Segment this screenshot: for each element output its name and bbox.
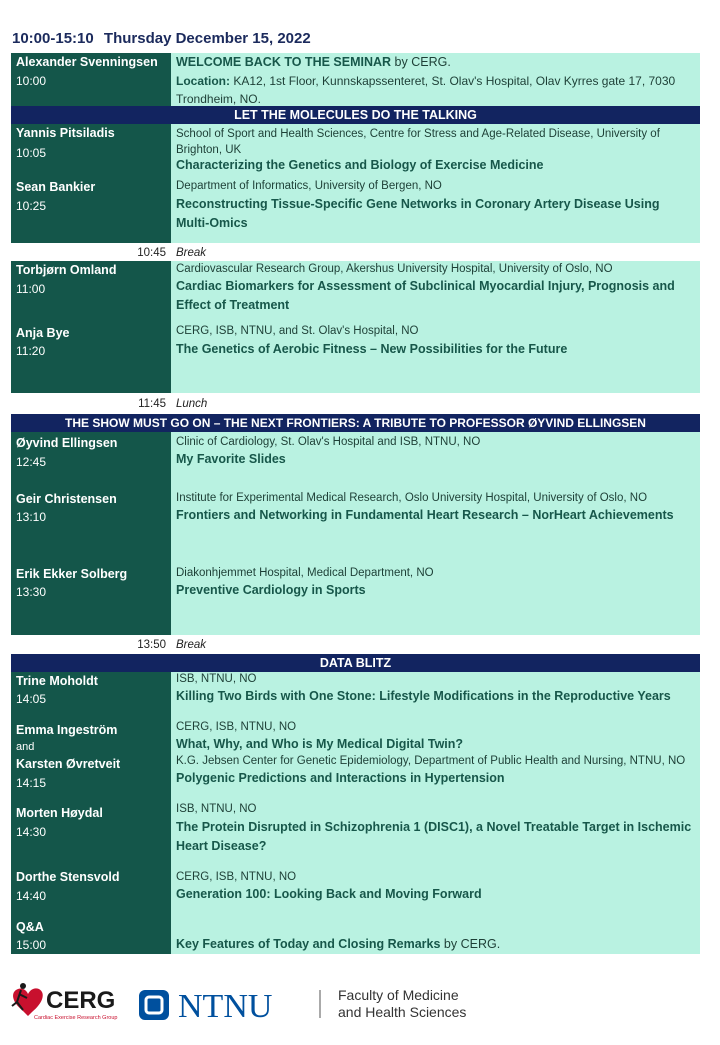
speaker-name: Dorthe Stensvold <box>16 870 120 884</box>
speaker-name: Erik Ekker Solberg <box>16 567 128 581</box>
talk-title: Characterizing the Genetics and Biology of Exercise Medicine <box>176 158 544 172</box>
ntnu-logo: NTNU <box>178 988 273 1025</box>
talk-time: 12:45 <box>16 455 47 469</box>
speaker-name: Yannis Pitsiladis <box>16 126 115 140</box>
talk-time: 14:15 <box>16 776 47 790</box>
location: Location: KA12, 1st Floor, Kunnskapssenteret, St. Olav's Hospital, Olav Kyrres gate 17, 7030 Trondheim, NO. <box>176 74 676 106</box>
affiliation: CERG, ISB, NTNU, NO <box>176 871 297 883</box>
break-time: 13:50 <box>137 639 166 651</box>
speaker-name: Q&A <box>16 920 44 934</box>
speaker-name: Torbjørn Omland <box>16 263 117 277</box>
section-heading: DATA BLITZ <box>11 654 700 672</box>
talk-time: 11:20 <box>16 344 46 358</box>
talk-title: Frontiers and Networking in Fundamental Heart Research – NorHeart Achievements <box>176 508 674 522</box>
ntnu-symbol-icon <box>139 990 169 1020</box>
affiliation: School of Sport and Health Sciences, Centre for Stress and Age-Related Disease, University of Brighton, UK <box>176 128 660 156</box>
talk-title: Key Features of Today and Closing Remarks by CERG. <box>176 937 501 951</box>
speaker-name: Geir Christensen <box>16 492 117 506</box>
talk-title: Generation 100: Looking Back and Moving Forward <box>176 887 482 901</box>
session-date: Thursday December 15, 2022 <box>103 30 311 47</box>
welcome-title: WELCOME BACK TO THE SEMINAR by CERG. <box>176 55 451 69</box>
cerg-logo: CERG <box>46 987 116 1014</box>
affiliation: Clinic of Cardiology, St. Olav's Hospital and ISB, NTNU, NO <box>176 436 481 448</box>
talk-time: 14:30 <box>16 825 47 839</box>
lunch-label: Lunch <box>176 398 208 410</box>
affiliation: K.G. Jebsen Center for Genetic Epidemiology, Department of Public Health and Nursing, NTNU, NO <box>176 755 686 767</box>
affiliation: Institute for Experimental Medical Research, Oslo University Hospital, University of Oslo, NO <box>176 492 648 504</box>
section-heading: THE SHOW MUST GO ON – THE NEXT FRONTIERS: A TRIBUTE TO PROFESSOR ØYVIND ELLINGSEN <box>11 414 700 432</box>
talk-title: Reconstructing Tissue-Specific Gene Networks in Coronary Artery Disease Using Multi-Omics <box>176 197 660 230</box>
break-time: 10:45 <box>137 247 166 259</box>
speaker-name: Trine Moholdt <box>16 674 98 688</box>
talk-title: Cardiac Biomarkers for Assessment of Subclinical Myocardial Injury, Prognosis and Effect of Treatment <box>176 279 675 312</box>
talk-title: The Genetics of Aerobic Fitness – New Possibilities for the Future <box>176 342 568 356</box>
session-time: 10:00-15:10 <box>12 30 94 47</box>
footer-logos <box>0 980 720 1040</box>
talk-time: 14:40 <box>16 889 47 903</box>
talk-title: What, Why, and Who is My Medical Digital Twin? <box>176 737 464 751</box>
break-label: Break <box>176 639 207 651</box>
speaker-name: Karsten Øvretveit <box>16 757 121 771</box>
talk-title: The Protein Disrupted in Schizophrenia 1 (DISC1), a Novel Treatable Target in Ischemic Heart Disease? <box>176 820 692 853</box>
and-label: and <box>16 741 35 753</box>
talk-title: Preventive Cardiology in Sports <box>176 583 366 597</box>
talk-title: Polygenic Predictions and Interactions in Hypertension <box>176 771 505 785</box>
section-heading: LET THE MOLECULES DO THE TALKING <box>11 106 700 124</box>
affiliation: ISB, NTNU, NO <box>176 803 257 815</box>
talk-time: 11:00 <box>16 282 46 296</box>
faculty-line2: and Health Sciences <box>338 1004 467 1020</box>
affiliation: CERG, ISB, NTNU, and St. Olav's Hospital, NO <box>176 325 419 337</box>
faculty-line1: Faculty of Medicine <box>338 987 459 1003</box>
talk-title: My Favorite Slides <box>176 452 286 466</box>
affiliation: Diakonhjemmet Hospital, Medical Department, NO <box>176 567 434 579</box>
talk-time: 10:05 <box>16 146 47 160</box>
break-label: Break <box>176 247 207 259</box>
talk-time: 13:10 <box>16 510 47 524</box>
talk-time: 10:00 <box>16 74 47 88</box>
cerg-tagline: Cardiac Exercise Research Group <box>34 1015 118 1021</box>
affiliation: CERG, ISB, NTNU, NO <box>176 721 297 733</box>
talk-time: 14:05 <box>16 692 47 706</box>
page-title <box>12 30 311 47</box>
affiliation: Department of Informatics, University of Bergen, NO <box>176 180 442 192</box>
footer <box>0 980 720 1040</box>
talk-time: 13:30 <box>16 585 47 599</box>
talk-time: 15:00 <box>16 938 47 952</box>
affiliation: Cardiovascular Research Group, Akershus University Hospital, University of Oslo, NO <box>176 263 613 275</box>
speaker-name: Anja Bye <box>16 326 70 340</box>
talk-time: 10:25 <box>16 199 47 213</box>
speaker-name: Øyvind Ellingsen <box>16 436 118 450</box>
speaker-name: Morten Høydal <box>16 806 103 820</box>
speaker-name: Alexander Svenningsen <box>16 55 158 69</box>
affiliation: ISB, NTNU, NO <box>176 673 257 685</box>
talk-title: Killing Two Birds with One Stone: Lifestyle Modifications in the Reproductive Years <box>176 689 671 703</box>
speaker-name: Emma Ingeström <box>16 723 118 737</box>
cerg-heart-icon <box>12 983 43 1016</box>
lunch-time: 11:45 <box>138 398 166 410</box>
speaker-name: Sean Bankier <box>16 180 96 194</box>
